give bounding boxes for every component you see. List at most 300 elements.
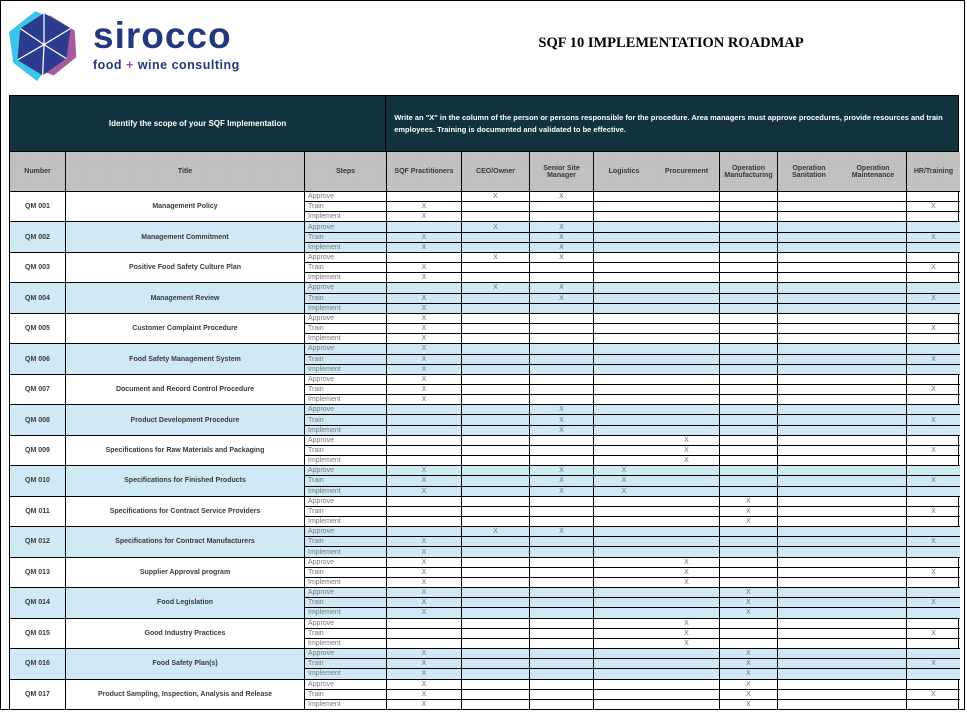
mark-cell[interactable]: X xyxy=(387,324,462,334)
mark-cell[interactable]: X xyxy=(387,649,462,659)
mark-cell[interactable] xyxy=(594,598,654,608)
mark-cell[interactable] xyxy=(720,558,778,568)
mark-cell[interactable] xyxy=(720,344,778,354)
mark-cell[interactable] xyxy=(462,639,530,649)
mark-cell[interactable]: X xyxy=(387,578,462,588)
mark-cell[interactable]: X xyxy=(387,487,462,497)
mark-cell[interactable]: X xyxy=(594,476,654,486)
mark-cell[interactable] xyxy=(840,456,907,466)
mark-cell[interactable]: X xyxy=(720,690,778,700)
mark-cell[interactable]: X xyxy=(720,659,778,669)
mark-cell[interactable] xyxy=(907,639,960,649)
mark-cell[interactable] xyxy=(840,324,907,334)
mark-cell[interactable] xyxy=(594,426,654,436)
mark-cell[interactable] xyxy=(840,476,907,486)
mark-cell[interactable] xyxy=(594,700,654,710)
mark-cell[interactable] xyxy=(720,395,778,405)
mark-cell[interactable] xyxy=(907,436,960,446)
mark-cell[interactable]: X xyxy=(530,487,594,497)
mark-cell[interactable] xyxy=(462,517,530,527)
mark-cell[interactable] xyxy=(530,669,594,679)
mark-cell[interactable] xyxy=(840,680,907,690)
mark-cell[interactable] xyxy=(778,365,840,375)
mark-cell[interactable] xyxy=(387,405,462,415)
mark-cell[interactable] xyxy=(778,385,840,395)
mark-cell[interactable]: X xyxy=(530,415,594,425)
mark-cell[interactable] xyxy=(907,304,960,314)
mark-cell[interactable] xyxy=(720,537,778,547)
mark-cell[interactable] xyxy=(462,233,530,243)
mark-cell[interactable]: X xyxy=(594,487,654,497)
mark-cell[interactable]: X xyxy=(387,547,462,557)
mark-cell[interactable] xyxy=(840,405,907,415)
mark-cell[interactable] xyxy=(594,222,654,232)
mark-cell[interactable] xyxy=(907,517,960,527)
mark-cell[interactable] xyxy=(840,334,907,344)
mark-cell[interactable] xyxy=(778,253,840,263)
mark-cell[interactable]: X xyxy=(720,598,778,608)
mark-cell[interactable] xyxy=(778,304,840,314)
mark-cell[interactable] xyxy=(462,304,530,314)
mark-cell[interactable] xyxy=(778,334,840,344)
mark-cell[interactable]: X xyxy=(907,568,960,578)
mark-cell[interactable] xyxy=(654,253,720,263)
mark-cell[interactable] xyxy=(778,588,840,598)
mark-cell[interactable] xyxy=(907,588,960,598)
mark-cell[interactable] xyxy=(907,547,960,557)
mark-cell[interactable] xyxy=(530,608,594,618)
mark-cell[interactable]: X xyxy=(530,233,594,243)
mark-cell[interactable] xyxy=(462,497,530,507)
mark-cell[interactable] xyxy=(907,558,960,568)
mark-cell[interactable] xyxy=(720,222,778,232)
mark-cell[interactable] xyxy=(720,314,778,324)
mark-cell[interactable] xyxy=(778,507,840,517)
mark-cell[interactable]: X xyxy=(907,202,960,212)
mark-cell[interactable]: X xyxy=(387,344,462,354)
mark-cell[interactable]: X xyxy=(654,456,720,466)
mark-cell[interactable] xyxy=(907,243,960,253)
mark-cell[interactable] xyxy=(778,355,840,365)
mark-cell[interactable] xyxy=(530,588,594,598)
mark-cell[interactable] xyxy=(594,690,654,700)
mark-cell[interactable] xyxy=(594,243,654,253)
mark-cell[interactable] xyxy=(778,700,840,710)
mark-cell[interactable] xyxy=(530,355,594,365)
mark-cell[interactable] xyxy=(530,578,594,588)
mark-cell[interactable]: X xyxy=(654,436,720,446)
mark-cell[interactable]: X xyxy=(530,253,594,263)
mark-cell[interactable] xyxy=(840,395,907,405)
mark-cell[interactable] xyxy=(778,395,840,405)
mark-cell[interactable] xyxy=(654,334,720,344)
mark-cell[interactable]: X xyxy=(387,395,462,405)
mark-cell[interactable] xyxy=(530,690,594,700)
mark-cell[interactable] xyxy=(530,385,594,395)
mark-cell[interactable] xyxy=(778,243,840,253)
mark-cell[interactable]: X xyxy=(387,233,462,243)
mark-cell[interactable] xyxy=(840,192,907,202)
mark-cell[interactable]: X xyxy=(720,588,778,598)
mark-cell[interactable]: X xyxy=(387,476,462,486)
mark-cell[interactable] xyxy=(840,466,907,476)
mark-cell[interactable] xyxy=(907,334,960,344)
mark-cell[interactable] xyxy=(720,192,778,202)
mark-cell[interactable] xyxy=(778,537,840,547)
mark-cell[interactable] xyxy=(594,294,654,304)
mark-cell[interactable] xyxy=(654,324,720,334)
mark-cell[interactable] xyxy=(720,578,778,588)
mark-cell[interactable] xyxy=(594,415,654,425)
mark-cell[interactable] xyxy=(530,629,594,639)
mark-cell[interactable] xyxy=(720,568,778,578)
mark-cell[interactable] xyxy=(530,547,594,557)
mark-cell[interactable] xyxy=(720,415,778,425)
mark-cell[interactable] xyxy=(387,517,462,527)
mark-cell[interactable]: X xyxy=(530,192,594,202)
mark-cell[interactable] xyxy=(530,395,594,405)
mark-cell[interactable] xyxy=(778,598,840,608)
mark-cell[interactable] xyxy=(462,487,530,497)
mark-cell[interactable] xyxy=(462,314,530,324)
mark-cell[interactable] xyxy=(907,669,960,679)
mark-cell[interactable]: X xyxy=(654,558,720,568)
mark-cell[interactable] xyxy=(778,233,840,243)
mark-cell[interactable] xyxy=(778,222,840,232)
mark-cell[interactable] xyxy=(530,507,594,517)
mark-cell[interactable] xyxy=(720,324,778,334)
mark-cell[interactable] xyxy=(462,294,530,304)
mark-cell[interactable] xyxy=(530,212,594,222)
mark-cell[interactable] xyxy=(594,375,654,385)
mark-cell[interactable] xyxy=(594,324,654,334)
mark-cell[interactable] xyxy=(720,212,778,222)
mark-cell[interactable] xyxy=(907,375,960,385)
mark-cell[interactable] xyxy=(840,588,907,598)
mark-cell[interactable] xyxy=(840,649,907,659)
mark-cell[interactable] xyxy=(778,497,840,507)
mark-cell[interactable]: X xyxy=(530,405,594,415)
mark-cell[interactable] xyxy=(720,375,778,385)
mark-cell[interactable] xyxy=(654,283,720,293)
mark-cell[interactable] xyxy=(462,355,530,365)
mark-cell[interactable] xyxy=(907,212,960,222)
mark-cell[interactable] xyxy=(654,659,720,669)
mark-cell[interactable]: X xyxy=(654,446,720,456)
mark-cell[interactable] xyxy=(530,375,594,385)
mark-cell[interactable] xyxy=(778,324,840,334)
mark-cell[interactable] xyxy=(594,385,654,395)
mark-cell[interactable] xyxy=(462,243,530,253)
mark-cell[interactable] xyxy=(530,659,594,669)
mark-cell[interactable]: X xyxy=(462,222,530,232)
mark-cell[interactable] xyxy=(840,415,907,425)
mark-cell[interactable]: X xyxy=(720,608,778,618)
mark-cell[interactable] xyxy=(654,426,720,436)
mark-cell[interactable]: X xyxy=(530,222,594,232)
mark-cell[interactable] xyxy=(778,639,840,649)
mark-cell[interactable] xyxy=(778,415,840,425)
mark-cell[interactable] xyxy=(654,304,720,314)
mark-cell[interactable] xyxy=(594,405,654,415)
mark-cell[interactable] xyxy=(654,365,720,375)
mark-cell[interactable] xyxy=(840,558,907,568)
mark-cell[interactable]: X xyxy=(720,517,778,527)
mark-cell[interactable] xyxy=(462,436,530,446)
mark-cell[interactable]: X xyxy=(654,629,720,639)
mark-cell[interactable] xyxy=(654,680,720,690)
mark-cell[interactable] xyxy=(907,700,960,710)
mark-cell[interactable] xyxy=(778,283,840,293)
mark-cell[interactable] xyxy=(462,395,530,405)
mark-cell[interactable] xyxy=(907,222,960,232)
mark-cell[interactable] xyxy=(720,426,778,436)
mark-cell[interactable] xyxy=(778,466,840,476)
mark-cell[interactable] xyxy=(654,527,720,537)
mark-cell[interactable] xyxy=(530,273,594,283)
mark-cell[interactable] xyxy=(907,649,960,659)
mark-cell[interactable]: X xyxy=(462,192,530,202)
mark-cell[interactable] xyxy=(720,365,778,375)
mark-cell[interactable] xyxy=(840,273,907,283)
mark-cell[interactable] xyxy=(654,222,720,232)
mark-cell[interactable] xyxy=(594,334,654,344)
mark-cell[interactable]: X xyxy=(907,629,960,639)
mark-cell[interactable] xyxy=(720,233,778,243)
mark-cell[interactable] xyxy=(778,649,840,659)
mark-cell[interactable] xyxy=(594,517,654,527)
mark-cell[interactable] xyxy=(462,476,530,486)
mark-cell[interactable] xyxy=(462,375,530,385)
mark-cell[interactable] xyxy=(907,283,960,293)
mark-cell[interactable] xyxy=(387,629,462,639)
mark-cell[interactable]: X xyxy=(462,253,530,263)
mark-cell[interactable] xyxy=(530,446,594,456)
mark-cell[interactable] xyxy=(840,385,907,395)
mark-cell[interactable] xyxy=(530,568,594,578)
mark-cell[interactable] xyxy=(530,598,594,608)
mark-cell[interactable] xyxy=(907,578,960,588)
mark-cell[interactable] xyxy=(778,476,840,486)
mark-cell[interactable] xyxy=(462,568,530,578)
mark-cell[interactable] xyxy=(840,436,907,446)
mark-cell[interactable] xyxy=(530,537,594,547)
mark-cell[interactable] xyxy=(840,253,907,263)
mark-cell[interactable] xyxy=(654,649,720,659)
mark-cell[interactable] xyxy=(654,202,720,212)
mark-cell[interactable] xyxy=(594,263,654,273)
mark-cell[interactable]: X xyxy=(387,568,462,578)
mark-cell[interactable] xyxy=(462,649,530,659)
mark-cell[interactable] xyxy=(530,436,594,446)
mark-cell[interactable] xyxy=(594,497,654,507)
mark-cell[interactable] xyxy=(840,619,907,629)
mark-cell[interactable] xyxy=(778,314,840,324)
mark-cell[interactable] xyxy=(778,690,840,700)
mark-cell[interactable] xyxy=(462,588,530,598)
mark-cell[interactable] xyxy=(907,619,960,629)
mark-cell[interactable] xyxy=(387,415,462,425)
mark-cell[interactable] xyxy=(840,355,907,365)
mark-cell[interactable] xyxy=(840,426,907,436)
mark-cell[interactable] xyxy=(530,263,594,273)
mark-cell[interactable] xyxy=(530,365,594,375)
mark-cell[interactable] xyxy=(654,547,720,557)
mark-cell[interactable] xyxy=(840,527,907,537)
mark-cell[interactable]: X xyxy=(654,619,720,629)
mark-cell[interactable] xyxy=(907,527,960,537)
mark-cell[interactable] xyxy=(840,608,907,618)
mark-cell[interactable] xyxy=(654,263,720,273)
mark-cell[interactable] xyxy=(840,263,907,273)
mark-cell[interactable] xyxy=(907,608,960,618)
mark-cell[interactable]: X xyxy=(907,507,960,517)
mark-cell[interactable] xyxy=(462,507,530,517)
mark-cell[interactable] xyxy=(594,355,654,365)
mark-cell[interactable] xyxy=(720,405,778,415)
mark-cell[interactable] xyxy=(530,497,594,507)
mark-cell[interactable] xyxy=(594,608,654,618)
mark-cell[interactable] xyxy=(387,436,462,446)
mark-cell[interactable]: X xyxy=(387,243,462,253)
mark-cell[interactable]: X xyxy=(387,385,462,395)
mark-cell[interactable] xyxy=(840,568,907,578)
mark-cell[interactable] xyxy=(720,456,778,466)
mark-cell[interactable] xyxy=(594,669,654,679)
mark-cell[interactable] xyxy=(462,365,530,375)
mark-cell[interactable]: X xyxy=(907,446,960,456)
mark-cell[interactable] xyxy=(778,456,840,466)
mark-cell[interactable]: X xyxy=(720,649,778,659)
mark-cell[interactable]: X xyxy=(654,568,720,578)
mark-cell[interactable] xyxy=(654,690,720,700)
mark-cell[interactable] xyxy=(654,192,720,202)
mark-cell[interactable] xyxy=(840,304,907,314)
mark-cell[interactable]: X xyxy=(530,243,594,253)
mark-cell[interactable] xyxy=(778,527,840,537)
mark-cell[interactable] xyxy=(778,202,840,212)
mark-cell[interactable] xyxy=(387,222,462,232)
mark-cell[interactable] xyxy=(654,243,720,253)
mark-cell[interactable] xyxy=(720,619,778,629)
mark-cell[interactable] xyxy=(654,385,720,395)
mark-cell[interactable]: X xyxy=(530,294,594,304)
mark-cell[interactable]: X xyxy=(530,466,594,476)
mark-cell[interactable] xyxy=(654,476,720,486)
mark-cell[interactable] xyxy=(462,608,530,618)
mark-cell[interactable] xyxy=(594,578,654,588)
mark-cell[interactable] xyxy=(840,629,907,639)
mark-cell[interactable] xyxy=(654,466,720,476)
mark-cell[interactable] xyxy=(840,497,907,507)
mark-cell[interactable] xyxy=(907,680,960,690)
mark-cell[interactable]: X xyxy=(530,426,594,436)
mark-cell[interactable] xyxy=(840,222,907,232)
mark-cell[interactable] xyxy=(778,487,840,497)
mark-cell[interactable] xyxy=(778,273,840,283)
mark-cell[interactable] xyxy=(462,212,530,222)
mark-cell[interactable] xyxy=(654,233,720,243)
mark-cell[interactable] xyxy=(778,405,840,415)
mark-cell[interactable] xyxy=(462,466,530,476)
mark-cell[interactable] xyxy=(907,365,960,375)
mark-cell[interactable] xyxy=(840,212,907,222)
mark-cell[interactable] xyxy=(778,669,840,679)
mark-cell[interactable] xyxy=(594,680,654,690)
mark-cell[interactable] xyxy=(840,446,907,456)
mark-cell[interactable] xyxy=(654,608,720,618)
mark-cell[interactable] xyxy=(840,294,907,304)
mark-cell[interactable] xyxy=(462,629,530,639)
mark-cell[interactable] xyxy=(840,639,907,649)
mark-cell[interactable] xyxy=(530,456,594,466)
mark-cell[interactable] xyxy=(778,446,840,456)
mark-cell[interactable] xyxy=(720,294,778,304)
mark-cell[interactable] xyxy=(462,385,530,395)
mark-cell[interactable] xyxy=(594,365,654,375)
mark-cell[interactable] xyxy=(594,588,654,598)
mark-cell[interactable] xyxy=(778,263,840,273)
mark-cell[interactable] xyxy=(778,619,840,629)
mark-cell[interactable] xyxy=(594,649,654,659)
mark-cell[interactable]: X xyxy=(387,608,462,618)
mark-cell[interactable] xyxy=(778,344,840,354)
mark-cell[interactable] xyxy=(720,304,778,314)
mark-cell[interactable]: X xyxy=(387,365,462,375)
mark-cell[interactable] xyxy=(840,669,907,679)
mark-cell[interactable] xyxy=(907,344,960,354)
mark-cell[interactable] xyxy=(387,253,462,263)
mark-cell[interactable] xyxy=(594,395,654,405)
mark-cell[interactable] xyxy=(840,283,907,293)
mark-cell[interactable]: X xyxy=(387,466,462,476)
mark-cell[interactable] xyxy=(387,446,462,456)
mark-cell[interactable] xyxy=(530,324,594,334)
mark-cell[interactable] xyxy=(720,385,778,395)
mark-cell[interactable] xyxy=(654,537,720,547)
mark-cell[interactable]: X xyxy=(387,355,462,365)
mark-cell[interactable] xyxy=(654,355,720,365)
mark-cell[interactable]: X xyxy=(387,304,462,314)
mark-cell[interactable] xyxy=(840,690,907,700)
mark-cell[interactable] xyxy=(907,456,960,466)
mark-cell[interactable] xyxy=(720,527,778,537)
mark-cell[interactable] xyxy=(530,680,594,690)
mark-cell[interactable] xyxy=(594,558,654,568)
mark-cell[interactable]: X xyxy=(530,476,594,486)
mark-cell[interactable] xyxy=(594,283,654,293)
mark-cell[interactable] xyxy=(654,598,720,608)
mark-cell[interactable] xyxy=(907,253,960,263)
mark-cell[interactable]: X xyxy=(387,273,462,283)
mark-cell[interactable] xyxy=(778,547,840,557)
mark-cell[interactable]: X xyxy=(720,669,778,679)
mark-cell[interactable] xyxy=(778,608,840,618)
mark-cell[interactable]: X xyxy=(907,476,960,486)
mark-cell[interactable] xyxy=(387,497,462,507)
mark-cell[interactable] xyxy=(594,619,654,629)
mark-cell[interactable]: X xyxy=(907,690,960,700)
mark-cell[interactable]: X xyxy=(387,537,462,547)
mark-cell[interactable] xyxy=(462,446,530,456)
mark-cell[interactable]: X xyxy=(387,669,462,679)
mark-cell[interactable] xyxy=(907,395,960,405)
mark-cell[interactable] xyxy=(387,192,462,202)
mark-cell[interactable] xyxy=(907,487,960,497)
mark-cell[interactable] xyxy=(720,547,778,557)
mark-cell[interactable] xyxy=(594,304,654,314)
mark-cell[interactable] xyxy=(462,690,530,700)
